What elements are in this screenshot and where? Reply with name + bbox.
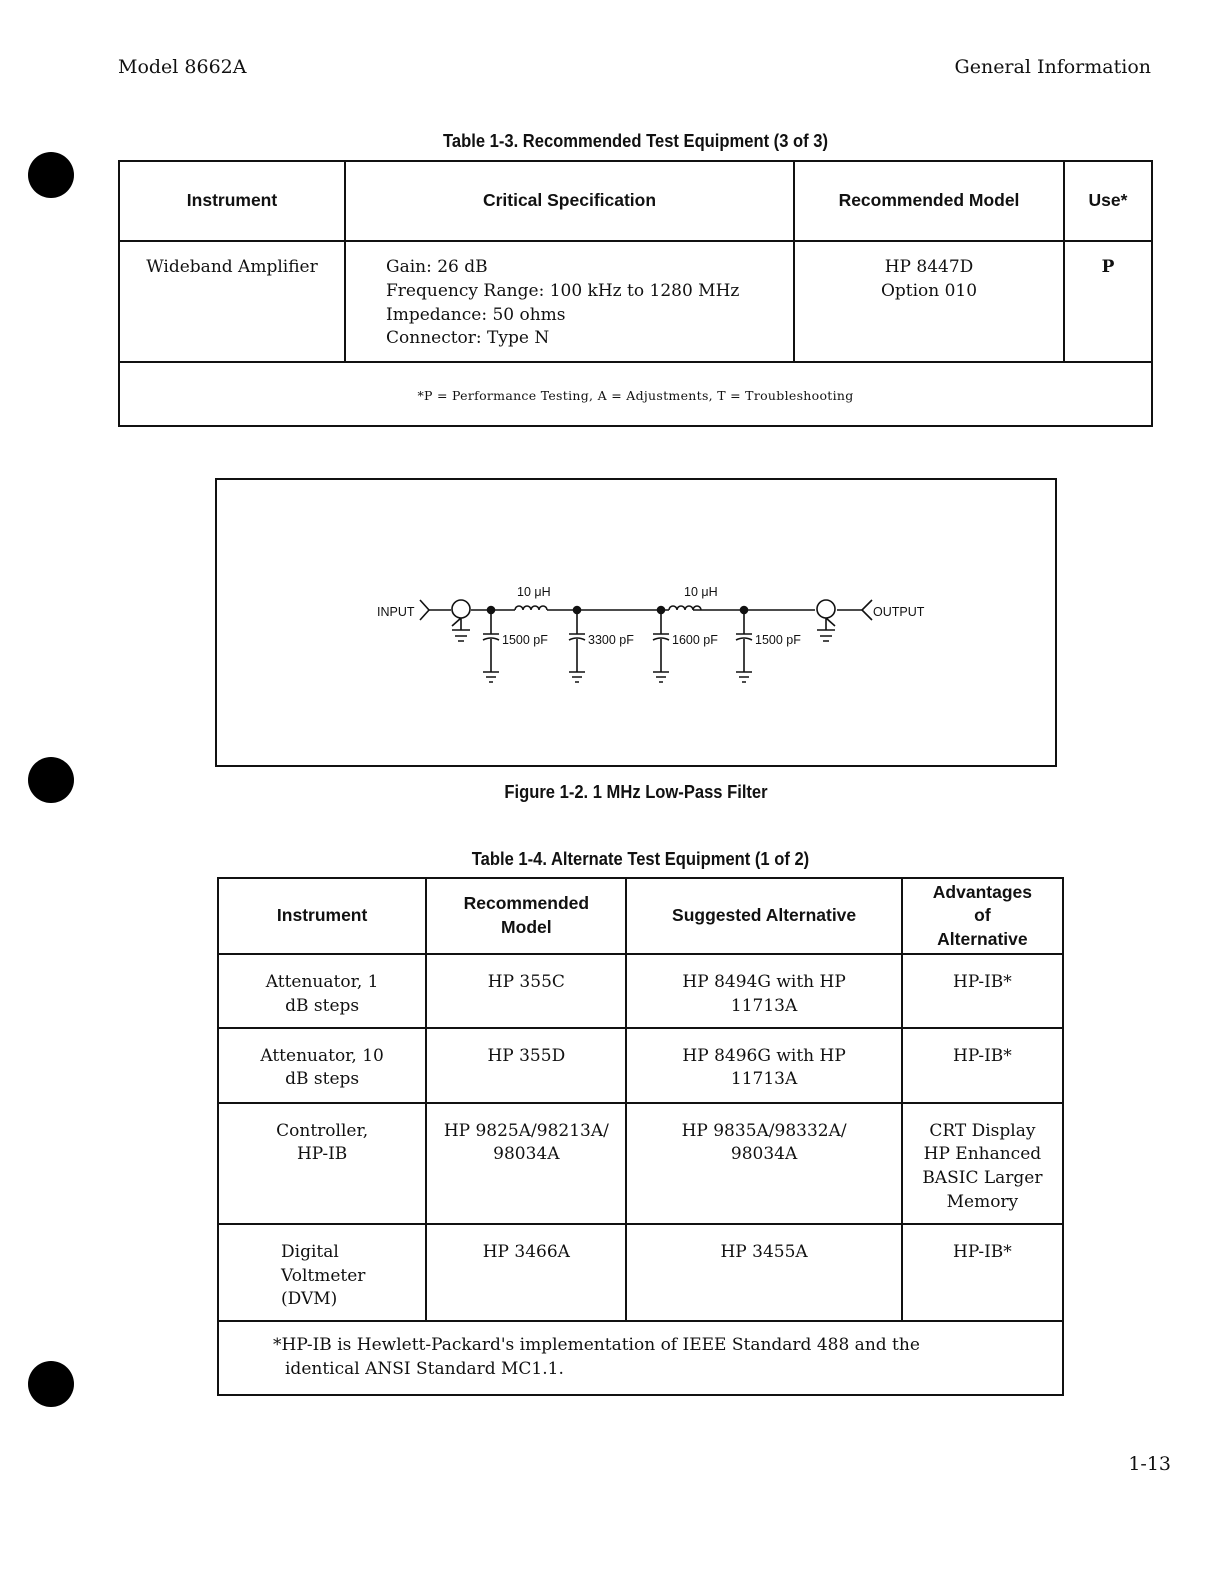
ground-icon xyxy=(817,618,835,641)
table13-header-use: Use* xyxy=(1064,161,1152,241)
model-number: HP 8447D xyxy=(884,257,974,277)
table13-footnote: *P = Performance Testing, A = Adjustments, T = Troubleshooting xyxy=(119,362,1152,426)
input-label: INPUT xyxy=(377,605,415,619)
spec-connector: Connector: Type N xyxy=(386,328,550,349)
table14-header-instrument: Instrument xyxy=(218,878,426,954)
lowpass-filter-schematic xyxy=(217,480,1055,765)
binder-hole-middle xyxy=(28,757,74,803)
ground-icon xyxy=(452,618,470,641)
table13-header-model: Recommended Model xyxy=(794,161,1064,241)
row2-model: HP 355D xyxy=(426,1028,626,1103)
row2-alternative: HP 8496G with HP 11713A xyxy=(626,1028,901,1103)
table13-use: P xyxy=(1064,241,1152,362)
figure-frame xyxy=(215,478,1057,767)
figure-caption: Figure 1-2. 1 MHz Low-Pass Filter xyxy=(504,782,768,802)
model-option: Option 010 xyxy=(880,280,978,301)
output-arrow-icon xyxy=(862,600,872,620)
table14-caption: Table 1-4. Alternate Test Equipment (1 of 2) xyxy=(471,849,810,869)
cap1-label: 1500 pF xyxy=(502,633,548,647)
table13-header-spec: Critical Specification xyxy=(345,161,794,241)
cap4-label: 1500 pF xyxy=(755,633,801,647)
row1-model: HP 355C xyxy=(426,954,626,1028)
row4-advantages: HP-IB* xyxy=(902,1224,1063,1321)
table-row xyxy=(218,954,1063,1028)
spec-impedance: Impedance: 50 ohms xyxy=(386,304,566,325)
binder-hole-top xyxy=(28,152,74,198)
row1-instrument: Attenuator, 1 dB steps xyxy=(218,954,426,1028)
page-number: 1-13 xyxy=(1128,1453,1171,1475)
inductor2-label: 10 μH xyxy=(684,585,718,599)
row4-model: HP 3466A xyxy=(426,1224,626,1321)
table-row xyxy=(218,1224,1063,1321)
row2-instrument: Attenuator, 10 dB steps xyxy=(218,1028,426,1103)
row2-advantages: HP-IB* xyxy=(902,1028,1063,1103)
table13-model xyxy=(794,241,1064,362)
capacitor-icon xyxy=(736,610,752,682)
output-label: OUTPUT xyxy=(873,605,925,619)
table-row xyxy=(218,1028,1063,1103)
cap3-label: 1600 pF xyxy=(672,633,718,647)
input-arrow-icon xyxy=(420,600,429,620)
input-connector-icon xyxy=(452,600,470,618)
inductor-icon xyxy=(515,606,547,610)
table13-instrument: Wideband Amplifier xyxy=(119,241,345,362)
table14-header-alternative: Suggested Alternative xyxy=(626,878,901,954)
capacitor-icon xyxy=(483,610,499,682)
table13-header-instrument: Instrument xyxy=(119,161,345,241)
row4-alternative: HP 3455A xyxy=(626,1224,901,1321)
table14-header-advantages: Advantages of Alternative xyxy=(902,878,1063,954)
row3-instrument: Controller, HP-IB xyxy=(218,1103,426,1224)
table-1-4 xyxy=(217,877,1064,1396)
inductor1-label: 10 μH xyxy=(517,585,551,599)
table-1-3 xyxy=(118,160,1153,427)
row3-alternative: HP 9835A/98332A/ 98034A xyxy=(626,1103,901,1224)
table13-spec xyxy=(345,241,794,362)
header-model: Model 8662A xyxy=(118,56,247,78)
binder-hole-bottom xyxy=(28,1361,74,1407)
row3-model: HP 9825A/98213A/ 98034A xyxy=(426,1103,626,1224)
table-row xyxy=(119,241,1152,362)
table14-header-model: Recommended Model xyxy=(426,878,626,954)
row1-advantages: HP-IB* xyxy=(902,954,1063,1028)
output-connector-icon xyxy=(817,600,835,618)
capacitor-icon xyxy=(653,610,669,682)
capacitor-icon xyxy=(569,610,585,682)
row1-alternative: HP 8494G with HP 11713A xyxy=(626,954,901,1028)
cap2-label: 3300 pF xyxy=(588,633,634,647)
header-section: General Information xyxy=(954,56,1151,78)
row4-instrument: Digital Voltmeter (DVM) xyxy=(218,1224,426,1321)
table-row xyxy=(218,1103,1063,1224)
table14-footnote: *HP-IB is Hewlett-Packard's implementation of IEEE Standard 488 and the identical ANSI Standard MC1.1. xyxy=(218,1321,1063,1395)
table13-caption: Table 1-3. Recommended Test Equipment (3 of 3) xyxy=(443,131,828,151)
row3-advantages: CRT Display HP Enhanced BASIC Larger Memory xyxy=(902,1103,1063,1224)
spec-frequency: Frequency Range: 100 kHz to 1280 MHz xyxy=(386,280,740,301)
spec-gain: Gain: 26 dB xyxy=(386,257,488,277)
